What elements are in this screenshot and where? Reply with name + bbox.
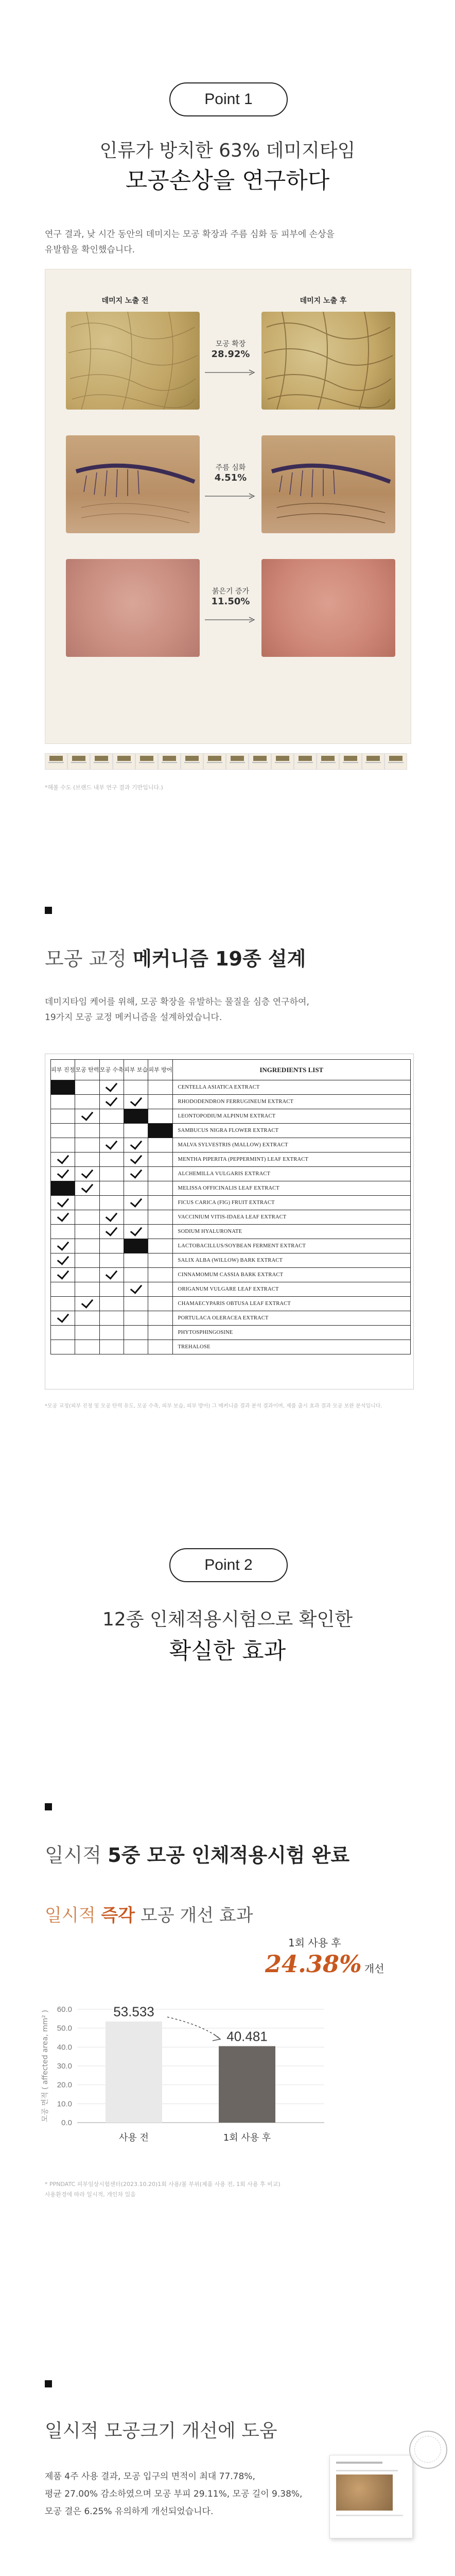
checkmark-icon bbox=[130, 1151, 142, 1164]
empty-cell bbox=[124, 1080, 148, 1095]
check-cell bbox=[124, 1225, 148, 1239]
table-row bbox=[51, 1095, 411, 1109]
chart-title-a: 일시적 bbox=[45, 1905, 96, 1926]
chart-title-b: 즉각 bbox=[101, 1905, 135, 1926]
checkmark-icon bbox=[130, 1137, 142, 1149]
category-label: 1회 사용 후 bbox=[223, 2132, 271, 2143]
empty-cell bbox=[99, 1340, 124, 1354]
empty-cell bbox=[99, 1196, 124, 1210]
point1-headline-1: 인류가 방치한 63% 데미지타임 bbox=[99, 140, 356, 161]
check-cell bbox=[51, 1196, 75, 1210]
ingredient-name: LEONTOPODIUM ALPINUM EXTRACT bbox=[172, 1109, 410, 1124]
pore-metric bbox=[210, 339, 251, 360]
empty-cell bbox=[51, 1095, 75, 1109]
table-row bbox=[51, 1297, 411, 1311]
empty-cell bbox=[148, 1282, 172, 1297]
thumbnail bbox=[226, 753, 249, 770]
redness-metric-label: 붉은기 증가 bbox=[212, 587, 250, 596]
thumbnail bbox=[113, 753, 135, 770]
empty-cell bbox=[148, 1095, 172, 1109]
checkmark-icon bbox=[57, 1195, 68, 1207]
empty-cell bbox=[124, 1326, 148, 1340]
bar-value-label: 40.481 bbox=[226, 2028, 268, 2044]
empty-cell bbox=[99, 1239, 124, 1253]
point2-headline-2: 확실한 효과 bbox=[169, 1638, 286, 1664]
ingredient-name: MALVA SYLVESTRIS (MALLOW) EXTRACT bbox=[172, 1138, 410, 1153]
mechanism-title-light: 모공 교정 bbox=[45, 947, 127, 970]
checkmark-icon bbox=[106, 1137, 117, 1149]
checkmark-icon bbox=[106, 1267, 117, 1279]
empty-cell bbox=[148, 1196, 172, 1210]
y-tick-label: 0.0 bbox=[61, 2119, 72, 2127]
check-cell bbox=[99, 1095, 124, 1109]
point1-desc-line-2: 유발함을 확인했습니다. bbox=[45, 245, 135, 255]
point1-headline-2: 모공손상을 연구하다 bbox=[125, 167, 330, 194]
empty-cell bbox=[51, 1225, 75, 1239]
filled-cell bbox=[51, 1181, 75, 1196]
check-cell bbox=[99, 1268, 124, 1282]
thumbnail bbox=[362, 753, 384, 770]
col-header: 피부 진정 bbox=[51, 1060, 75, 1080]
thumbnail bbox=[271, 753, 294, 770]
thumbnail bbox=[45, 753, 67, 770]
ingredient-table-body bbox=[51, 1080, 411, 1354]
ingredient-name: MENTHA PIPERITA (PEPPERMINT) LEAF EXTRACT bbox=[172, 1153, 410, 1167]
empty-cell bbox=[75, 1282, 99, 1297]
table-row bbox=[51, 1138, 411, 1153]
empty-cell bbox=[148, 1326, 172, 1340]
arrow-icon-1 bbox=[205, 367, 256, 378]
thumbnail bbox=[90, 753, 113, 770]
checkmark-icon bbox=[57, 1310, 68, 1323]
checkmark-icon bbox=[106, 1094, 117, 1106]
mechanism-desc-line-1: 데미지타임 케어를 위해, 모공 확장을 유발하는 물질을 심층 연구하여, bbox=[45, 997, 309, 1007]
table-row bbox=[51, 1311, 411, 1326]
table-row bbox=[51, 1326, 411, 1340]
thumbnail bbox=[181, 753, 203, 770]
ingredient-name: RHODODENDRON FERRUGINEUM EXTRACT bbox=[172, 1095, 410, 1109]
checkmark-icon bbox=[57, 1151, 68, 1164]
trend-arrow-head bbox=[213, 2034, 220, 2041]
y-tick-label: 10.0 bbox=[57, 2099, 72, 2109]
after-pore-photo bbox=[261, 312, 395, 410]
ingredient-name: SAMBUCUS NIGRA FLOWER EXTRACT bbox=[172, 1124, 410, 1138]
test-title bbox=[45, 1839, 349, 1868]
category-label: 사용 전 bbox=[119, 2132, 149, 2143]
table-row bbox=[51, 1080, 411, 1095]
check-cell bbox=[75, 1167, 99, 1181]
table-header-row bbox=[51, 1060, 411, 1080]
check-cell bbox=[124, 1153, 148, 1167]
filled-cell bbox=[124, 1239, 148, 1253]
empty-cell bbox=[75, 1311, 99, 1326]
empty-cell bbox=[99, 1282, 124, 1297]
empty-cell bbox=[99, 1181, 124, 1196]
empty-cell bbox=[75, 1239, 99, 1253]
empty-cell bbox=[51, 1138, 75, 1153]
bottom-desc-line-1: 제품 4주 사용 결과, 모공 입구의 면적이 최대 77.78%, bbox=[45, 2471, 255, 2482]
checkmark-icon bbox=[57, 1209, 68, 1222]
table-row bbox=[51, 1239, 411, 1253]
redness-metric bbox=[210, 586, 251, 607]
after-label: 데미지 노출 후 bbox=[300, 297, 347, 305]
before-label: 데미지 노출 전 bbox=[101, 297, 149, 305]
thumbnail bbox=[294, 753, 317, 770]
checkmark-icon bbox=[106, 1224, 117, 1236]
mechanism-title bbox=[45, 943, 306, 971]
empty-cell bbox=[148, 1311, 172, 1326]
checkmark-icon bbox=[106, 1079, 117, 1092]
pore-texture-after bbox=[261, 312, 395, 410]
point1-badge: Point 1 bbox=[169, 82, 288, 116]
ingredient-name: PORTULACA OLERACEA EXTRACT bbox=[172, 1311, 410, 1326]
point2-badge: Point 2 bbox=[169, 1548, 288, 1582]
test-footnote-line-1: * PPNDATC 피부임상시험센터(2023.10.20)1회 사용/볼 부위(제품 사용 전, 1회 사용 후 비교) bbox=[45, 2181, 281, 2188]
empty-cell bbox=[148, 1268, 172, 1282]
check-cell bbox=[51, 1153, 75, 1167]
ingredient-name: MELISSA OFFICINALIS LEAF EXTRACT bbox=[172, 1181, 410, 1196]
checkmark-icon bbox=[130, 1195, 142, 1207]
empty-cell bbox=[75, 1326, 99, 1340]
ingredient-name: ALCHEMILLA VULGARIS EXTRACT bbox=[172, 1167, 410, 1181]
empty-cell bbox=[51, 1124, 75, 1138]
filled-cell bbox=[124, 1109, 148, 1124]
point1-footnote: *해볼 수도 (브랜드 내부 연구 결과 기반입니다.) bbox=[45, 784, 163, 791]
bottom-desc-line-3: 모공 결은 6.25% 유의하게 개선되었습니다. bbox=[45, 2506, 214, 2517]
wrinkle-metric-label: 주름 심화 bbox=[215, 464, 246, 472]
col-header: 피부 보습 bbox=[124, 1060, 148, 1080]
thumbnail bbox=[249, 753, 271, 770]
ingredient-name: VACCINIUM VITIS-IDAEA LEAF EXTRACT bbox=[172, 1210, 410, 1225]
redness-metric-value: 11.50% bbox=[211, 596, 250, 607]
bottom-title: 일시적 모공크기 개선에 도움 bbox=[45, 2420, 277, 2442]
check-cell bbox=[99, 1210, 124, 1225]
empty-cell bbox=[75, 1253, 99, 1268]
ingredient-name: CENTELLA ASIATICA EXTRACT bbox=[172, 1080, 410, 1095]
empty-cell bbox=[75, 1340, 99, 1354]
table-row bbox=[51, 1268, 411, 1282]
ingredients-list-header: INGREDIENTS LIST bbox=[172, 1060, 410, 1080]
test-footnote-line-2: 사용환경에 따라 일시적, 개인차 있음 bbox=[45, 2191, 136, 2198]
checkmark-icon bbox=[81, 1108, 93, 1121]
check-cell bbox=[51, 1210, 75, 1225]
checkmark-icon bbox=[57, 1166, 68, 1178]
y-tick-label: 20.0 bbox=[57, 2080, 72, 2090]
empty-cell bbox=[148, 1153, 172, 1167]
empty-cell bbox=[51, 1340, 75, 1354]
test-title-bold: 5중 모공 인체적용시험 완료 bbox=[108, 1844, 350, 1867]
before-pore-photo bbox=[66, 312, 200, 410]
empty-cell bbox=[99, 1124, 124, 1138]
table-row bbox=[51, 1181, 411, 1196]
empty-cell bbox=[75, 1210, 99, 1225]
y-tick-label: 30.0 bbox=[57, 2062, 72, 2071]
thumbnail bbox=[203, 753, 226, 770]
check-cell bbox=[75, 1181, 99, 1196]
ingredient-name: ORIGANUM VULGARE LEAF EXTRACT bbox=[172, 1282, 410, 1297]
empty-cell bbox=[148, 1297, 172, 1311]
chart-title-c: 모공 개선 효과 bbox=[140, 1905, 253, 1926]
after-redness-photo bbox=[261, 559, 395, 657]
bar-value-label: 53.533 bbox=[113, 2004, 154, 2020]
table-row bbox=[51, 1153, 411, 1167]
pore-area-chart bbox=[36, 1968, 345, 2154]
empty-cell bbox=[51, 1297, 75, 1311]
check-cell bbox=[51, 1167, 75, 1181]
empty-cell bbox=[148, 1080, 172, 1095]
empty-cell bbox=[148, 1138, 172, 1153]
empty-cell bbox=[148, 1340, 172, 1354]
check-cell bbox=[99, 1080, 124, 1095]
check-cell bbox=[124, 1282, 148, 1297]
empty-cell bbox=[99, 1153, 124, 1167]
filled-cell bbox=[51, 1080, 75, 1095]
empty-cell bbox=[148, 1181, 172, 1196]
empty-cell bbox=[51, 1282, 75, 1297]
empty-cell bbox=[124, 1297, 148, 1311]
before-wrinkle-photo bbox=[66, 435, 200, 533]
empty-cell bbox=[148, 1109, 172, 1124]
checkmark-icon bbox=[57, 1267, 68, 1279]
certification-seal-icon bbox=[409, 2431, 447, 2469]
filled-cell bbox=[148, 1124, 172, 1138]
checkmark-icon bbox=[57, 1238, 68, 1250]
check-cell bbox=[51, 1311, 75, 1326]
empty-cell bbox=[124, 1181, 148, 1196]
y-tick-label: 40.0 bbox=[57, 2043, 72, 2052]
test-title-light: 일시적 bbox=[45, 1844, 102, 1867]
empty-cell bbox=[75, 1153, 99, 1167]
empty-cell bbox=[124, 1253, 148, 1268]
checkmark-icon bbox=[130, 1166, 142, 1178]
thumbnail bbox=[158, 753, 181, 770]
check-cell bbox=[124, 1196, 148, 1210]
checkmark-icon bbox=[81, 1166, 93, 1178]
empty-cell bbox=[124, 1311, 148, 1326]
ingredient-name: CHAMAECYPARIS OBTUSA LEAF EXTRACT bbox=[172, 1297, 410, 1311]
ingredient-name: SALIX ALBA (WILLOW) BARK EXTRACT bbox=[172, 1253, 410, 1268]
empty-cell bbox=[148, 1225, 172, 1239]
col-header: 피부 방어 bbox=[148, 1060, 172, 1080]
bottom-description bbox=[45, 2468, 302, 2520]
point2-headline-1: 12종 인체적용시험으로 확인한 bbox=[102, 1609, 353, 1630]
pore-metric-label: 모공 확장 bbox=[215, 340, 246, 348]
empty-cell bbox=[124, 1268, 148, 1282]
table-row bbox=[51, 1167, 411, 1181]
checkmark-icon bbox=[130, 1224, 142, 1236]
check-cell bbox=[51, 1239, 75, 1253]
empty-cell bbox=[99, 1297, 124, 1311]
checkmark-icon bbox=[130, 1094, 142, 1106]
empty-cell bbox=[124, 1124, 148, 1138]
empty-cell bbox=[99, 1253, 124, 1268]
check-cell bbox=[99, 1225, 124, 1239]
callout-value: 24.38% bbox=[265, 1950, 362, 1978]
table-row bbox=[51, 1225, 411, 1239]
arrow-icon-3 bbox=[205, 615, 256, 625]
ingredient-name: CINNAMOMUM CASSIA BARK EXTRACT bbox=[172, 1268, 410, 1282]
test-footnote bbox=[45, 2179, 281, 2200]
table-row bbox=[51, 1253, 411, 1268]
empty-cell bbox=[99, 1326, 124, 1340]
thumbnail bbox=[317, 753, 339, 770]
empty-cell bbox=[148, 1253, 172, 1268]
empty-cell bbox=[75, 1138, 99, 1153]
empty-cell bbox=[148, 1167, 172, 1181]
wrinkle-metric bbox=[210, 463, 251, 483]
section-marker bbox=[45, 2380, 52, 2387]
empty-cell bbox=[75, 1196, 99, 1210]
test-report-thumbnail bbox=[329, 2455, 413, 2538]
ingredient-name: FICUS CARICA (FIG) FRUIT EXTRACT bbox=[172, 1196, 410, 1210]
empty-cell bbox=[124, 1340, 148, 1354]
ingredient-table bbox=[50, 1059, 411, 1354]
empty-cell bbox=[99, 1109, 124, 1124]
check-cell bbox=[124, 1095, 148, 1109]
point1-description bbox=[45, 227, 335, 258]
check-cell bbox=[124, 1138, 148, 1153]
y-axis-label: 모공 면적 ( affected area, mm² ) bbox=[41, 2010, 49, 2122]
empty-cell bbox=[124, 1210, 148, 1225]
wrinkle-texture-after bbox=[261, 435, 395, 533]
col-header: 모공 탄력 bbox=[75, 1060, 99, 1080]
empty-cell bbox=[148, 1210, 172, 1225]
check-cell bbox=[124, 1167, 148, 1181]
table-row bbox=[51, 1124, 411, 1138]
checkmark-icon bbox=[81, 1296, 93, 1308]
check-cell bbox=[75, 1297, 99, 1311]
arrow-icon-2 bbox=[205, 491, 256, 501]
empty-cell bbox=[51, 1109, 75, 1124]
checkmark-icon bbox=[106, 1209, 117, 1222]
thumbnail bbox=[384, 753, 407, 770]
empty-cell bbox=[99, 1311, 124, 1326]
y-tick-label: 60.0 bbox=[57, 2005, 72, 2014]
col-header: 모공 수축 bbox=[99, 1060, 124, 1080]
wrinkle-metric-value: 4.51% bbox=[214, 472, 247, 483]
mechanism-footnote: *모공 교정(피부 진정 및 모공 탄력 유도, 모공 수축, 피부 보습, 피부 방어) 그 메커니즘 결과 분석 결과이며, 제품 출시 효과 결과 모공 보완 분석입니다. bbox=[45, 1403, 382, 1409]
callout-unit: 개선 bbox=[364, 1962, 384, 1975]
after-wrinkle-photo bbox=[261, 435, 395, 533]
check-cell bbox=[51, 1253, 75, 1268]
ingredient-name: SODIUM HYALURONATE bbox=[172, 1225, 410, 1239]
empty-cell bbox=[51, 1326, 75, 1340]
ingredient-name: LACTOBACILLUS/SOYBEAN FERMENT EXTRACT bbox=[172, 1239, 410, 1253]
mechanism-description bbox=[45, 994, 309, 1025]
ingredient-name: TREHALOSE bbox=[172, 1340, 410, 1354]
wrinkle-texture-before bbox=[66, 435, 200, 533]
ingredient-name: PHYTOSPHINGOSINE bbox=[172, 1326, 410, 1340]
checkmark-icon bbox=[81, 1180, 93, 1193]
checkmark-icon bbox=[57, 1252, 68, 1265]
empty-cell bbox=[75, 1080, 99, 1095]
table-row bbox=[51, 1109, 411, 1124]
table-row bbox=[51, 1210, 411, 1225]
point1-desc-line-1: 연구 결과, 낮 시간 동안의 데미지는 모공 확장과 주름 심화 등 피부에 손상을 bbox=[45, 229, 335, 240]
mechanism-desc-line-2: 19가지 모공 교정 메커니즘을 설계하였습니다. bbox=[45, 1012, 222, 1023]
thumbnail bbox=[339, 753, 362, 770]
table-row bbox=[51, 1196, 411, 1210]
empty-cell bbox=[148, 1239, 172, 1253]
empty-cell bbox=[75, 1225, 99, 1239]
section-marker bbox=[45, 907, 52, 914]
check-cell bbox=[75, 1109, 99, 1124]
before-redness-photo bbox=[66, 559, 200, 657]
callout-top: 1회 사용 후 bbox=[288, 1937, 341, 1949]
mechanism-title-bold: 메커니즘 19종 설계 bbox=[133, 947, 306, 970]
table-row bbox=[51, 1340, 411, 1354]
thumbnail bbox=[135, 753, 158, 770]
empty-cell bbox=[75, 1095, 99, 1109]
empty-cell bbox=[99, 1167, 124, 1181]
thumbnail-strip bbox=[45, 753, 410, 769]
pore-metric-value: 28.92% bbox=[211, 349, 250, 360]
bar bbox=[106, 2022, 162, 2123]
section-marker bbox=[45, 1803, 52, 1810]
empty-cell bbox=[75, 1268, 99, 1282]
table-row bbox=[51, 1282, 411, 1297]
bar bbox=[219, 2046, 275, 2123]
y-tick-label: 50.0 bbox=[57, 2024, 72, 2033]
chart-title bbox=[45, 1901, 253, 1926]
empty-cell bbox=[75, 1124, 99, 1138]
check-cell bbox=[51, 1268, 75, 1282]
damage-comparison-panel bbox=[45, 269, 411, 744]
pore-texture-before bbox=[66, 312, 200, 410]
bottom-desc-line-2: 평균 27.00% 감소하였으며 모공 부피 29.11%, 모공 길이 9.38%, bbox=[45, 2489, 303, 2499]
checkmark-icon bbox=[130, 1281, 142, 1294]
thumbnail bbox=[67, 753, 90, 770]
trend-arrow bbox=[167, 2017, 219, 2038]
ingredient-table-wrap bbox=[45, 1054, 414, 1389]
check-cell bbox=[99, 1138, 124, 1153]
